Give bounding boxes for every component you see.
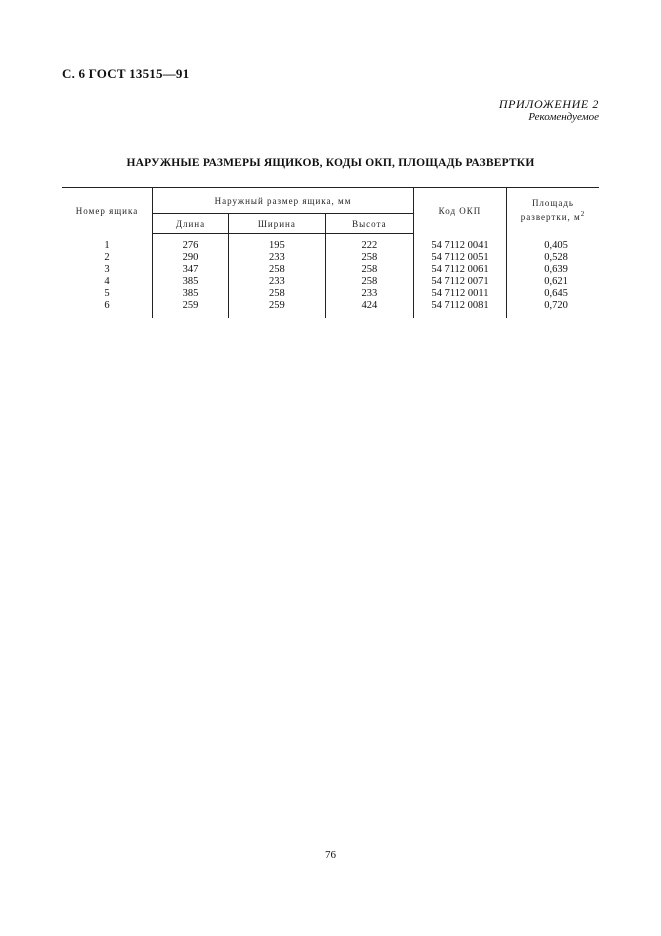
cell-code: 54 7112 0071 (414, 276, 507, 288)
header-box-number: Номер ящика (62, 188, 153, 234)
appendix-subtitle: Рекомендуемое (528, 111, 599, 123)
page-header: С. 6 ГОСТ 13515—91 (62, 66, 190, 81)
table-row (62, 276, 599, 288)
cell-width: 195 (229, 234, 326, 253)
table-row (62, 300, 599, 318)
cell-height: 258 (325, 276, 413, 288)
cell-width: 258 (229, 264, 326, 276)
cell-area: 0,645 (507, 288, 600, 300)
cell-width: 233 (229, 276, 326, 288)
cell-no: 3 (104, 264, 110, 275)
cell-width: 233 (229, 252, 326, 264)
header-area-line2: развертки, м (520, 212, 581, 223)
cell-length: 290 (153, 252, 229, 264)
cell-no: 4 (104, 276, 110, 287)
cell-code: 54 7112 0051 (414, 252, 507, 264)
header-height: Высота (325, 214, 413, 234)
cell-area: 0,621 (507, 276, 600, 288)
header-width: Ширина (229, 214, 326, 234)
cell-length: 385 (153, 288, 229, 300)
header-area (507, 188, 600, 234)
cell-no: 1 (104, 239, 110, 251)
cell-area: 0,639 (507, 264, 600, 276)
cell-width: 258 (229, 288, 326, 300)
table-row (62, 252, 599, 264)
cell-height: 424 (325, 300, 413, 318)
header-area-unit-sup: 2 (580, 210, 586, 219)
cell-height: 258 (325, 264, 413, 276)
cell-length: 385 (153, 276, 229, 288)
cell-height: 233 (325, 288, 413, 300)
header-length: Длина (153, 214, 229, 234)
page-number: 76 (325, 849, 336, 861)
appendix-title: ПРИЛОЖЕНИЕ 2 (498, 97, 599, 111)
cell-width: 259 (229, 300, 326, 318)
cell-no: 5 (104, 288, 110, 299)
table-title: НАРУЖНЫЕ РАЗМЕРЫ ЯЩИКОВ, КОДЫ ОКП, ПЛОЩАДЬ РАЗВЕРТКИ (126, 157, 535, 169)
cell-code: 54 7112 0011 (414, 288, 507, 300)
cell-length: 259 (153, 300, 229, 318)
header-area-line1: Площадь (531, 198, 575, 209)
table-row (62, 288, 599, 300)
cell-height: 258 (325, 252, 413, 264)
appendix-label (499, 98, 599, 124)
cell-no: 2 (104, 252, 110, 263)
cell-area: 0,528 (507, 252, 600, 264)
cell-area: 0,720 (507, 300, 600, 318)
cell-code: 54 7112 0041 (414, 234, 507, 253)
cell-length: 347 (153, 264, 229, 276)
cell-no: 6 (104, 300, 110, 311)
cell-code: 54 7112 0081 (414, 300, 507, 318)
dimensions-table (62, 187, 599, 318)
cell-area: 0,405 (507, 234, 600, 253)
header-outer-size: Наружный размер ящика, мм (153, 188, 414, 214)
table-row (62, 234, 599, 253)
header-okp-code: Код ОКП (414, 188, 507, 234)
table-row (62, 264, 599, 276)
cell-height: 222 (325, 234, 413, 253)
cell-code: 54 7112 0061 (414, 264, 507, 276)
cell-length: 276 (153, 234, 229, 253)
